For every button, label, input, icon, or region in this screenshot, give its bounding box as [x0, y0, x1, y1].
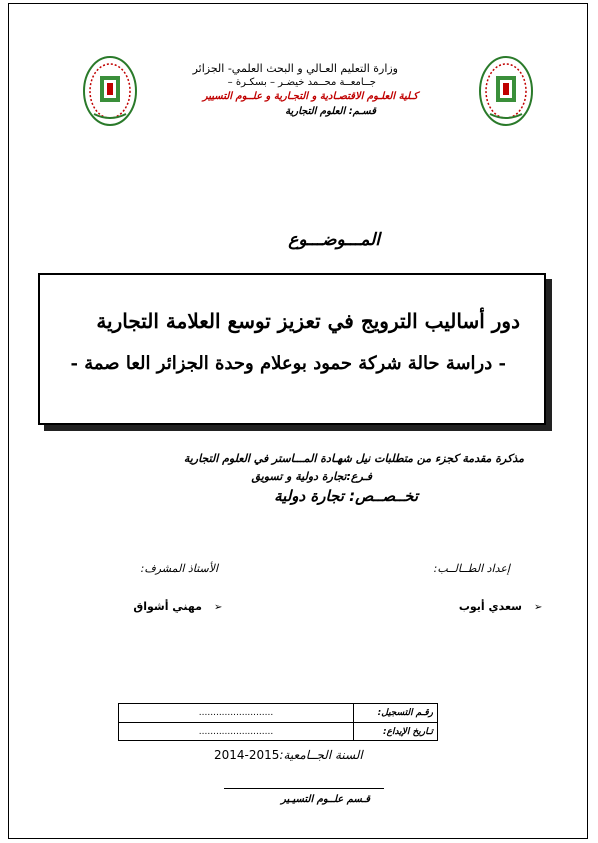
deposit-date-value: .......................... — [198, 727, 274, 737]
registration-table — [118, 703, 438, 741]
supervisor-name: مهني أشواق — [133, 600, 202, 613]
table-row — [119, 723, 437, 741]
title-main: دور أساليب الترويج في تعزيز توسع العلامة التجارية — [96, 309, 520, 333]
footer-department: قـسم علــوم التسيـير — [281, 794, 370, 805]
table-row — [119, 704, 437, 723]
academic-year-value: 2015-2014 — [214, 748, 280, 762]
thesis-specialty: تخــصــص: تجارة دولية — [274, 487, 418, 505]
registration-number-label: رقـم التسجيل: — [353, 704, 437, 722]
thesis-description: مذكرة مقدمة كجزء من متطلبات نيل شهـادة المـــاستر في العلوم التجارية — [183, 452, 524, 465]
deposit-date-label: تـاريخ الإيداع: — [353, 723, 437, 741]
ministry-line: وزارة التعليم العـالي و البحث العلمي- الجزائر — [192, 62, 398, 75]
supervisor-label: الأستاذ المشرف: — [140, 562, 218, 575]
bullet-arrow-icon: ➢ — [214, 602, 223, 613]
title-case-study: - دراسة حالة شركة حمود بوعلام وحدة الجزائر العا صمة - — [70, 353, 506, 374]
university-seal-icon — [82, 54, 138, 128]
academic-year-label: السنة الجــامعية: — [279, 748, 363, 762]
title-box — [38, 273, 546, 425]
university-line: جــامعــة محــمد خيضـر – بسكـرة – — [227, 77, 376, 88]
student-label: إعداد الطــالــب: — [433, 562, 510, 575]
footer-divider — [224, 788, 384, 789]
subject-heading: المـــوضـــوع — [288, 230, 380, 250]
student-name: سعدي أيوب — [458, 600, 522, 613]
faculty-line: كـلية العلـوم الاقتصـادية و التجـارية و علــوم التسيير — [202, 91, 418, 102]
university-seal-icon — [478, 54, 534, 128]
academic-year — [214, 748, 363, 762]
department-line: قسـم: العلوم التجارية — [285, 106, 376, 117]
bullet-arrow-icon: ➢ — [534, 602, 543, 613]
registration-number-value: .......................... — [198, 708, 274, 718]
thesis-branch: فـرع:تجارة دولية و تسويق — [251, 470, 372, 483]
